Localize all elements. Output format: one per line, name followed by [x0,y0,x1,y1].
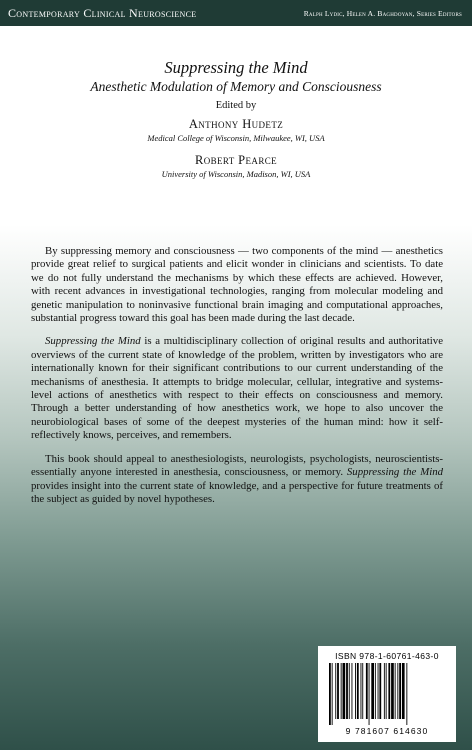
barcode-icon [326,663,448,725]
title-block [0,58,472,180]
isbn-barcode-panel [318,646,456,742]
isbn-label: ISBN 978-1-60761-463-0 [335,651,439,661]
editor-name: Robert Pearce [194,153,278,167]
description-paragraph: Suppressing the Mind is a multidisciplinary collection of original results and authoritative overviews of the current state of knowledge of the problem, written by investigators who are internationally known for their significant contributions to our current understanding of the mechanisms of anesthesia. It attempts to bridge molecular, cellular, integrative and systems-level actions of anesthetics with respect to their effects on consciousness and memory. Through a better understanding of how anesthetics work, we hope to also uncover the neurobiological bases of some of the deepest mysteries of the human mind: how it self-reflectively knows, perceives, and remembers. [31,335,443,442]
book-subtitle: Anesthetic Modulation of Memory and Consciousness [90,79,382,94]
editor-affiliation: Medical College of Wisconsin, Milwaukee, WI, USA [147,133,325,143]
description-paragraph: This book should appeal to anesthesiologists, neurologists, psychologists, neuroscientists- essentially anyone interested in anesthesia, consciousness, or memory. Suppressing the Mind provides insight into the current state of knowledge, and a perspective for future treatments of the subject as guided by novel hypotheses. [31,452,443,505]
back-cover-description [31,245,443,516]
barcode-digits: 9 781607 614630 [345,726,429,736]
editor-name: Anthony Hudetz [188,117,284,131]
description-paragraph: By suppressing memory and consciousness — two components of the mind — anesthetics provide great relief to surgical patients and elicit wonder in clinicians and scientists. To date we do not fully understand the mechanisms by which these effects are achieved. However, with recent advances in investigational technologies, ranging from molecular modeling and genetic manipulation to noninvasive functional brain imaging and computational approaches, substantial progress toward this goal has been made during the last decade. [31,245,443,325]
series-banner [0,0,472,26]
editor-affiliation: University of Wisconsin, Madison, WI, USA [161,169,311,179]
series-editors: Ralph Lydic, Helen A. Baghdoyan, Series Editors [303,8,462,18]
edited-by-label: Edited by [215,100,257,111]
series-title: Contemporary Clinical Neuroscience [8,5,197,20]
book-title: Suppressing the Mind [164,58,308,77]
